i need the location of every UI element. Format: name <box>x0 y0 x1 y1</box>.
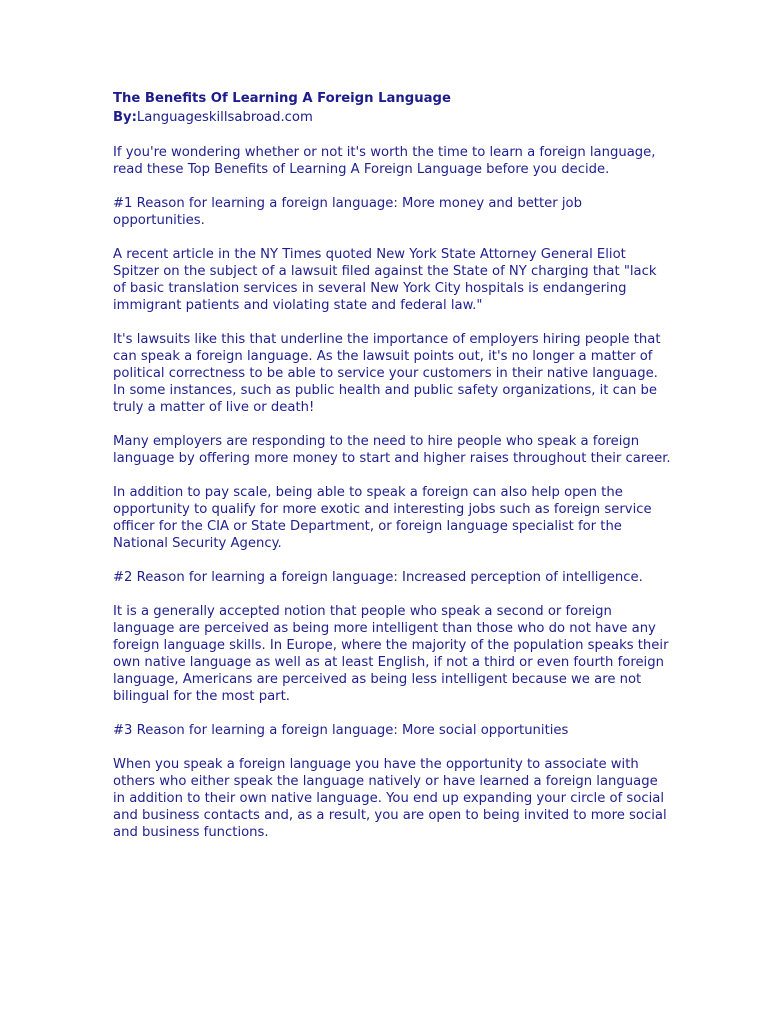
byline-source: Languageskillsabroad.com <box>136 110 313 125</box>
reason-3-heading: #3 Reason for learning a foreign language: More social opportunities <box>113 723 569 738</box>
byline <box>113 108 673 127</box>
body-paragraph: Many employers are responding to the need to hire people who speak a foreign language by offering more money to start and higher raises throughout their career. <box>113 434 671 466</box>
body-paragraph: In addition to pay scale, being able to speak a foreign can also help open the opportunity to qualify for more exotic and interesting jobs such as foreign service officer for the CIA or State Department, or foreign language specialist for the National Security Agency. <box>113 485 652 551</box>
body-paragraph: It's lawsuits like this that underline the importance of employers hiring people that can speak a foreign language. As the lawsuit points out, it's no longer a matter of political correctness to be able to service your customers in their native language. In some instances, such as public health and public safety organizations, it can be truly a matter of live or death! <box>113 332 661 415</box>
body-paragraph: It is a generally accepted notion that people who speak a second or foreign language are perceived as being more intelligent than those who do not have any foreign language skills. In Europe, where the majority of the population speaks their own native language as well as at least English, if not a third or even fourth foreign language, Americans are perceived as being less intelligent because we are not bilingual for the most part. <box>113 604 669 704</box>
intro-paragraph: If you're wondering whether or not it's worth the time to learn a foreign language, read these Top Benefits of Learning A Foreign Language before you decide. <box>113 145 656 177</box>
reason-2-heading: #2 Reason for learning a foreign language: Increased perception of intelligence. <box>113 570 643 585</box>
reason-1-heading: #1 Reason for learning a foreign language: More money and better job opportunities. <box>113 196 582 228</box>
body-paragraph: When you speak a foreign language you have the opportunity to associate with others who either speak the language natively or have learned a foreign language in addition to their own native language. You end up expanding your circle of social and business contacts and, as a result, you are open to being invited to more social and business functions. <box>113 757 667 840</box>
body-paragraph: A recent article in the NY Times quoted New York State Attorney General Eliot Spitzer on the subject of a lawsuit filed against the State of NY charging that "lack of basic translation services in several New York City hospitals is endangering immigrant patients and violating state and federal law." <box>113 247 657 313</box>
byline-label: By: <box>113 110 137 125</box>
document-page <box>113 89 673 858</box>
document-title: The Benefits Of Learning A Foreign Language <box>113 91 451 106</box>
